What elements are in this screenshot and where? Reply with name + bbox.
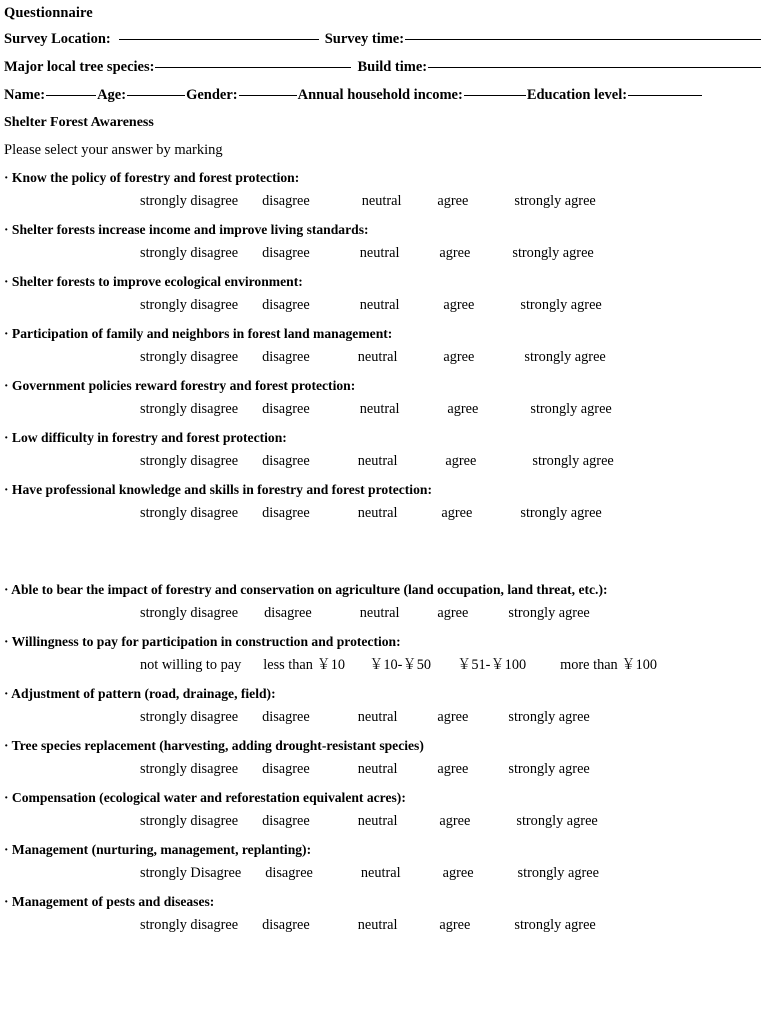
gender-label: Gender:: [186, 87, 238, 103]
option-choice[interactable]: disagree: [262, 761, 310, 777]
option-choice[interactable]: disagree: [262, 193, 310, 209]
option-choice[interactable]: strongly disagree: [140, 245, 239, 261]
option-choice[interactable]: agree: [437, 709, 469, 725]
option-choice[interactable]: strongly agree: [508, 709, 590, 725]
option-choice[interactable]: strongly agree: [508, 605, 590, 621]
question-text: · Government policies reward forestry and forest protection:: [4, 378, 356, 393]
survey-location-input[interactable]: [119, 39, 319, 40]
option-row: [4, 916, 761, 935]
question-text: · Participation of family and neighbors in forest land management:: [4, 326, 393, 341]
question-text: · Management (nurturing, management, replanting):: [4, 842, 312, 857]
question-text: · Compensation (ecological water and reforestation equivalent acres):: [4, 790, 406, 805]
gender-input[interactable]: [239, 95, 297, 96]
name-label: Name:: [4, 87, 46, 103]
option-row: [4, 708, 761, 727]
option-choice[interactable]: neutral: [357, 709, 398, 725]
option-choice[interactable]: agree: [441, 505, 473, 521]
option-choice[interactable]: strongly Disagree: [140, 865, 242, 881]
option-choice[interactable]: strongly disagree: [140, 605, 239, 621]
option-row: [4, 656, 761, 675]
questions-group-second: [4, 580, 761, 935]
option-choice[interactable]: agree: [437, 761, 469, 777]
option-row: [4, 760, 761, 779]
option-choice[interactable]: neutral: [357, 813, 398, 829]
page-break-gap: [4, 532, 761, 580]
age-label: Age:: [97, 87, 127, 103]
name-input[interactable]: [46, 95, 96, 96]
option-choice[interactable]: strongly agree: [514, 193, 596, 209]
option-row: [4, 348, 761, 367]
questions-group-first: [4, 168, 761, 523]
build-time-input[interactable]: [428, 67, 761, 68]
option-choice[interactable]: agree: [439, 245, 471, 261]
question-text: · Shelter forests increase income and improve living standards:: [4, 222, 369, 237]
option-choice[interactable]: strongly disagree: [140, 453, 239, 469]
option-choice[interactable]: disagree: [262, 245, 310, 261]
age-input[interactable]: [127, 95, 185, 96]
option-row: [4, 504, 761, 523]
tree-species-row: [4, 57, 761, 77]
question-text: · Tree species replacement (harvesting, adding drought-resistant species): [4, 738, 424, 753]
option-row: [4, 244, 761, 263]
option-choice[interactable]: strongly agree: [530, 401, 612, 417]
option-choice[interactable]: disagree: [262, 709, 310, 725]
option-choice[interactable]: less than ￥10: [263, 657, 346, 673]
option-choice[interactable]: strongly disagree: [140, 917, 239, 933]
option-row: [4, 400, 761, 419]
option-choice[interactable]: disagree: [264, 605, 312, 621]
instruction-text: Please select your answer by marking: [4, 142, 223, 158]
question-text: · Management of pests and diseases:: [4, 894, 215, 909]
option-choice[interactable]: neutral: [360, 865, 401, 881]
survey-location-row: [4, 29, 761, 49]
option-choice[interactable]: agree: [447, 401, 479, 417]
question-text: · Have professional knowledge and skills in forestry and forest protection:: [4, 482, 432, 497]
option-choice[interactable]: ￥51-￥100: [457, 657, 527, 673]
option-choice[interactable]: neutral: [359, 401, 400, 417]
option-choice[interactable]: agree: [437, 193, 469, 209]
option-choice[interactable]: ￥10-￥50: [369, 657, 432, 673]
option-choice[interactable]: strongly disagree: [140, 401, 239, 417]
option-choice[interactable]: disagree: [262, 813, 310, 829]
option-row: [4, 604, 761, 623]
question-text: · Shelter forests to improve ecological environment:: [4, 274, 303, 289]
option-choice[interactable]: neutral: [357, 349, 398, 365]
option-choice[interactable]: agree: [443, 297, 475, 313]
annual-income-input[interactable]: [464, 95, 526, 96]
personal-info-row: [4, 85, 761, 105]
education-level-label: Education level:: [526, 87, 628, 103]
option-choice[interactable]: disagree: [262, 917, 310, 933]
question-text: · Able to bear the impact of forestry and conservation on agriculture (land occupation, land threat, etc.):: [4, 582, 608, 597]
option-choice[interactable]: neutral: [359, 605, 400, 621]
survey-time-label: Survey time:: [324, 31, 405, 47]
option-choice[interactable]: disagree: [262, 349, 310, 365]
option-choice[interactable]: strongly agree: [512, 245, 594, 261]
option-row: [4, 296, 761, 315]
option-choice[interactable]: strongly disagree: [140, 505, 239, 521]
question-text: · Know the policy of forestry and forest protection:: [4, 170, 300, 185]
build-time-label: Build time:: [357, 59, 428, 75]
option-row: [4, 452, 761, 471]
option-choice[interactable]: neutral: [361, 193, 402, 209]
option-choice[interactable]: strongly agree: [517, 865, 599, 881]
option-choice[interactable]: strongly agree: [516, 813, 598, 829]
option-row: [4, 192, 761, 211]
option-row: [4, 812, 761, 831]
option-choice[interactable]: strongly disagree: [140, 761, 239, 777]
option-choice[interactable]: strongly disagree: [140, 297, 239, 313]
page-title: Questionnaire: [4, 5, 93, 21]
option-choice[interactable]: neutral: [359, 297, 400, 313]
annual-income-label: Annual household income:: [297, 87, 463, 103]
option-choice[interactable]: strongly agree: [508, 761, 590, 777]
option-choice[interactable]: neutral: [359, 245, 400, 261]
option-choice[interactable]: agree: [439, 917, 471, 933]
option-choice[interactable]: strongly agree: [520, 297, 602, 313]
question-text: · Willingness to pay for participation in construction and protection:: [4, 634, 401, 649]
option-choice[interactable]: disagree: [262, 505, 310, 521]
option-choice[interactable]: neutral: [357, 917, 398, 933]
question-text: · Adjustment of pattern (road, drainage, field):: [4, 686, 276, 701]
option-choice[interactable]: neutral: [357, 761, 398, 777]
option-choice[interactable]: strongly agree: [532, 453, 614, 469]
option-choice[interactable]: neutral: [357, 505, 398, 521]
option-choice[interactable]: strongly disagree: [140, 193, 239, 209]
option-choice[interactable]: strongly agree: [524, 349, 606, 365]
option-choice[interactable]: agree: [442, 865, 474, 881]
option-choice[interactable]: disagree: [262, 297, 310, 313]
option-choice[interactable]: strongly disagree: [140, 813, 239, 829]
section-heading: Shelter Forest Awareness: [4, 115, 154, 130]
option-choice[interactable]: strongly agree: [514, 917, 596, 933]
option-choice[interactable]: neutral: [357, 453, 398, 469]
option-row: [4, 864, 761, 883]
option-choice[interactable]: agree: [439, 813, 471, 829]
question-text: · Low difficulty in forestry and forest protection:: [4, 430, 287, 445]
option-choice[interactable]: disagree: [265, 865, 313, 881]
option-choice[interactable]: strongly disagree: [140, 709, 239, 725]
option-choice[interactable]: more than ￥100: [560, 657, 658, 673]
option-choice[interactable]: disagree: [262, 453, 310, 469]
education-level-input[interactable]: [628, 95, 702, 96]
option-choice[interactable]: strongly agree: [520, 505, 602, 521]
option-choice[interactable]: disagree: [262, 401, 310, 417]
option-choice[interactable]: agree: [443, 349, 475, 365]
option-choice[interactable]: agree: [445, 453, 477, 469]
major-tree-species-input[interactable]: [155, 67, 351, 68]
option-choice[interactable]: agree: [437, 605, 469, 621]
option-choice[interactable]: strongly disagree: [140, 349, 239, 365]
survey-time-input[interactable]: [405, 39, 761, 40]
option-choice[interactable]: not willing to pay: [140, 657, 242, 673]
major-tree-species-label: Major local tree species:: [4, 59, 155, 75]
survey-location-label: Survey Location:: [4, 31, 111, 47]
